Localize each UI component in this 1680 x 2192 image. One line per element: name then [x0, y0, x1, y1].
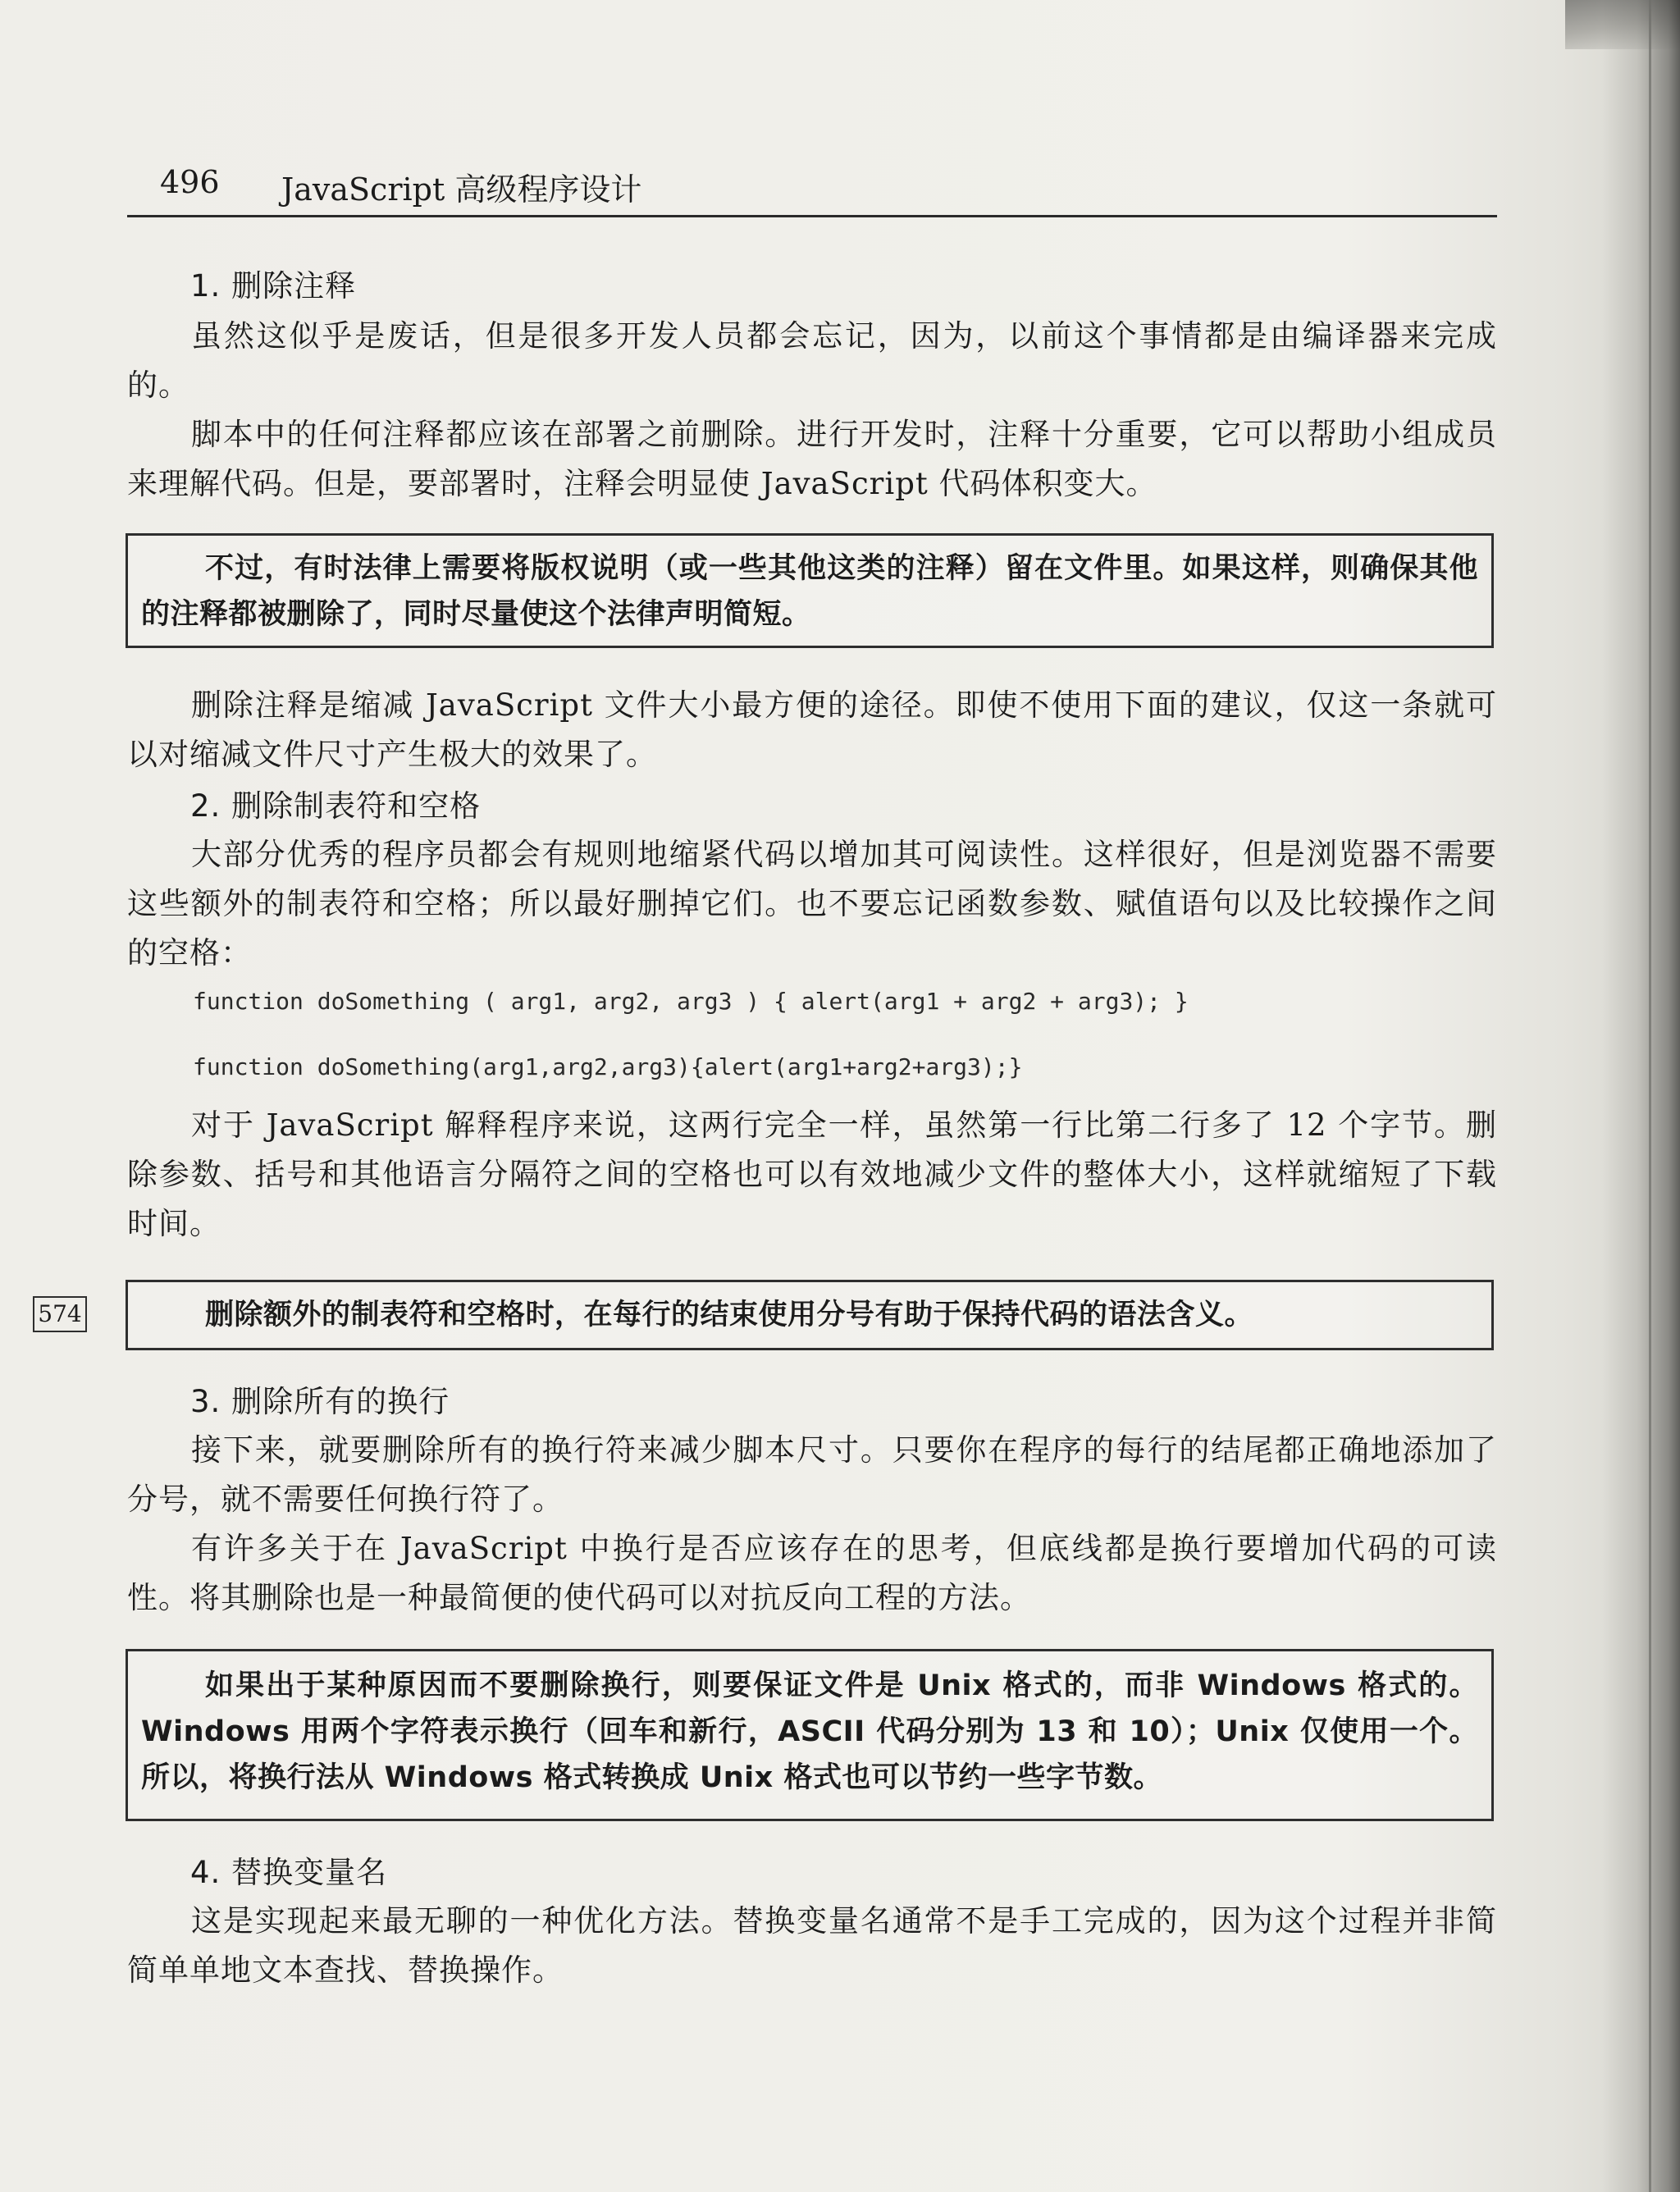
- page-number: 496: [160, 164, 220, 200]
- paragraph: 这是实现起来最无聊的一种优化方法。替换变量名通常不是手工完成的，因为这个过程并非简简单单地文本查找、替换操作。: [127, 1903, 1497, 1988]
- section-heading-4: 4. 替换变量名: [190, 1855, 388, 1890]
- paragraph: 有许多关于在 JavaScript 中换行是否应该存在的思考，但底线都是换行要增加代码的可读性。将其删除也是一种最简便的使代码可以对抗反向工程的方法。: [127, 1531, 1497, 1615]
- section-heading-3: 3. 删除所有的换行: [190, 1384, 450, 1419]
- note-text: 如果出于某种原因而不要删除换行，则要保证文件是 Unix 格式的，而非 Windows 格式的。Windows 用两个字符表示换行（回车和新行，ASCII 代码分别为 13 和 10）；Unix 仅使用一个。所以，将换行法从 Windows 格式转换成 Unix 格式也可以节约一些字节数。: [141, 1669, 1478, 1794]
- paragraph: 大部分优秀的程序员都会有规则地缩紧代码以增加其可阅读性。这样很好，但是浏览器不需要这些额外的制表符和空格；所以最好删掉它们。也不要忘记函数参数、赋值语句以及比较操作之间的空格：: [127, 837, 1497, 970]
- code-line: function doSomething ( arg1, arg2, arg3 ) { alert(arg1 + arg2 + arg3); }: [193, 988, 1189, 1015]
- paragraph: 虽然这似乎是废话，但是很多开发人员都会忘记，因为，以前这个事情都是由编译器来完成的。: [127, 318, 1497, 403]
- paragraph: 脚本中的任何注释都应该在部署之前删除。进行开发时，注释十分重要，它可以帮助小组成员来理解代码。但是，要部署时，注释会明显使 JavaScript 代码体积变大。: [127, 417, 1497, 501]
- book-title: JavaScript 高级程序设计: [281, 171, 642, 208]
- note-box: [126, 1649, 1494, 1821]
- section-heading-1: 1. 删除注释: [190, 268, 357, 304]
- note-text: 不过，有时法律上需要将版权说明（或一些其他这类的注释）留在文件里。如果这样，则确保其他的注释都被删除了，同时尽量使这个法律声明简短。: [141, 552, 1478, 631]
- spine-edge: [1649, 0, 1651, 2192]
- running-header: [127, 164, 1497, 212]
- paragraph: 对于 JavaScript 解释程序来说，这两行完全一样，虽然第一行比第二行多了 12 个字节。删除参数、括号和其他语言分隔符之间的空格也可以有效地减少文件的整体大小，这样就缩短了下载时间。: [127, 1107, 1497, 1241]
- spine-shadow: [1602, 0, 1680, 2192]
- margin-page-reference: 574: [33, 1296, 87, 1332]
- note-text: 删除额外的制表符和空格时，在每行的结束使用分号有助于保持代码的语法含义。: [205, 1299, 1254, 1331]
- note-box: [126, 1280, 1494, 1350]
- paragraph: 接下来，就要删除所有的换行符来减少脚本尺寸。只要你在程序的每行的结尾都正确地添加了分号，就不需要任何换行符了。: [127, 1432, 1497, 1517]
- header-rule: [127, 215, 1497, 217]
- code-line: function doSomething(arg1,arg2,arg3){alert(arg1+arg2+arg3);}: [193, 1053, 1023, 1080]
- section-heading-2: 2. 删除制表符和空格: [190, 788, 482, 824]
- paragraph: 删除注释是缩减 JavaScript 文件大小最方便的途径。即使不使用下面的建议，仅这一条就可以对缩减文件尺寸产生极大的效果了。: [127, 687, 1497, 772]
- note-box: [126, 533, 1494, 648]
